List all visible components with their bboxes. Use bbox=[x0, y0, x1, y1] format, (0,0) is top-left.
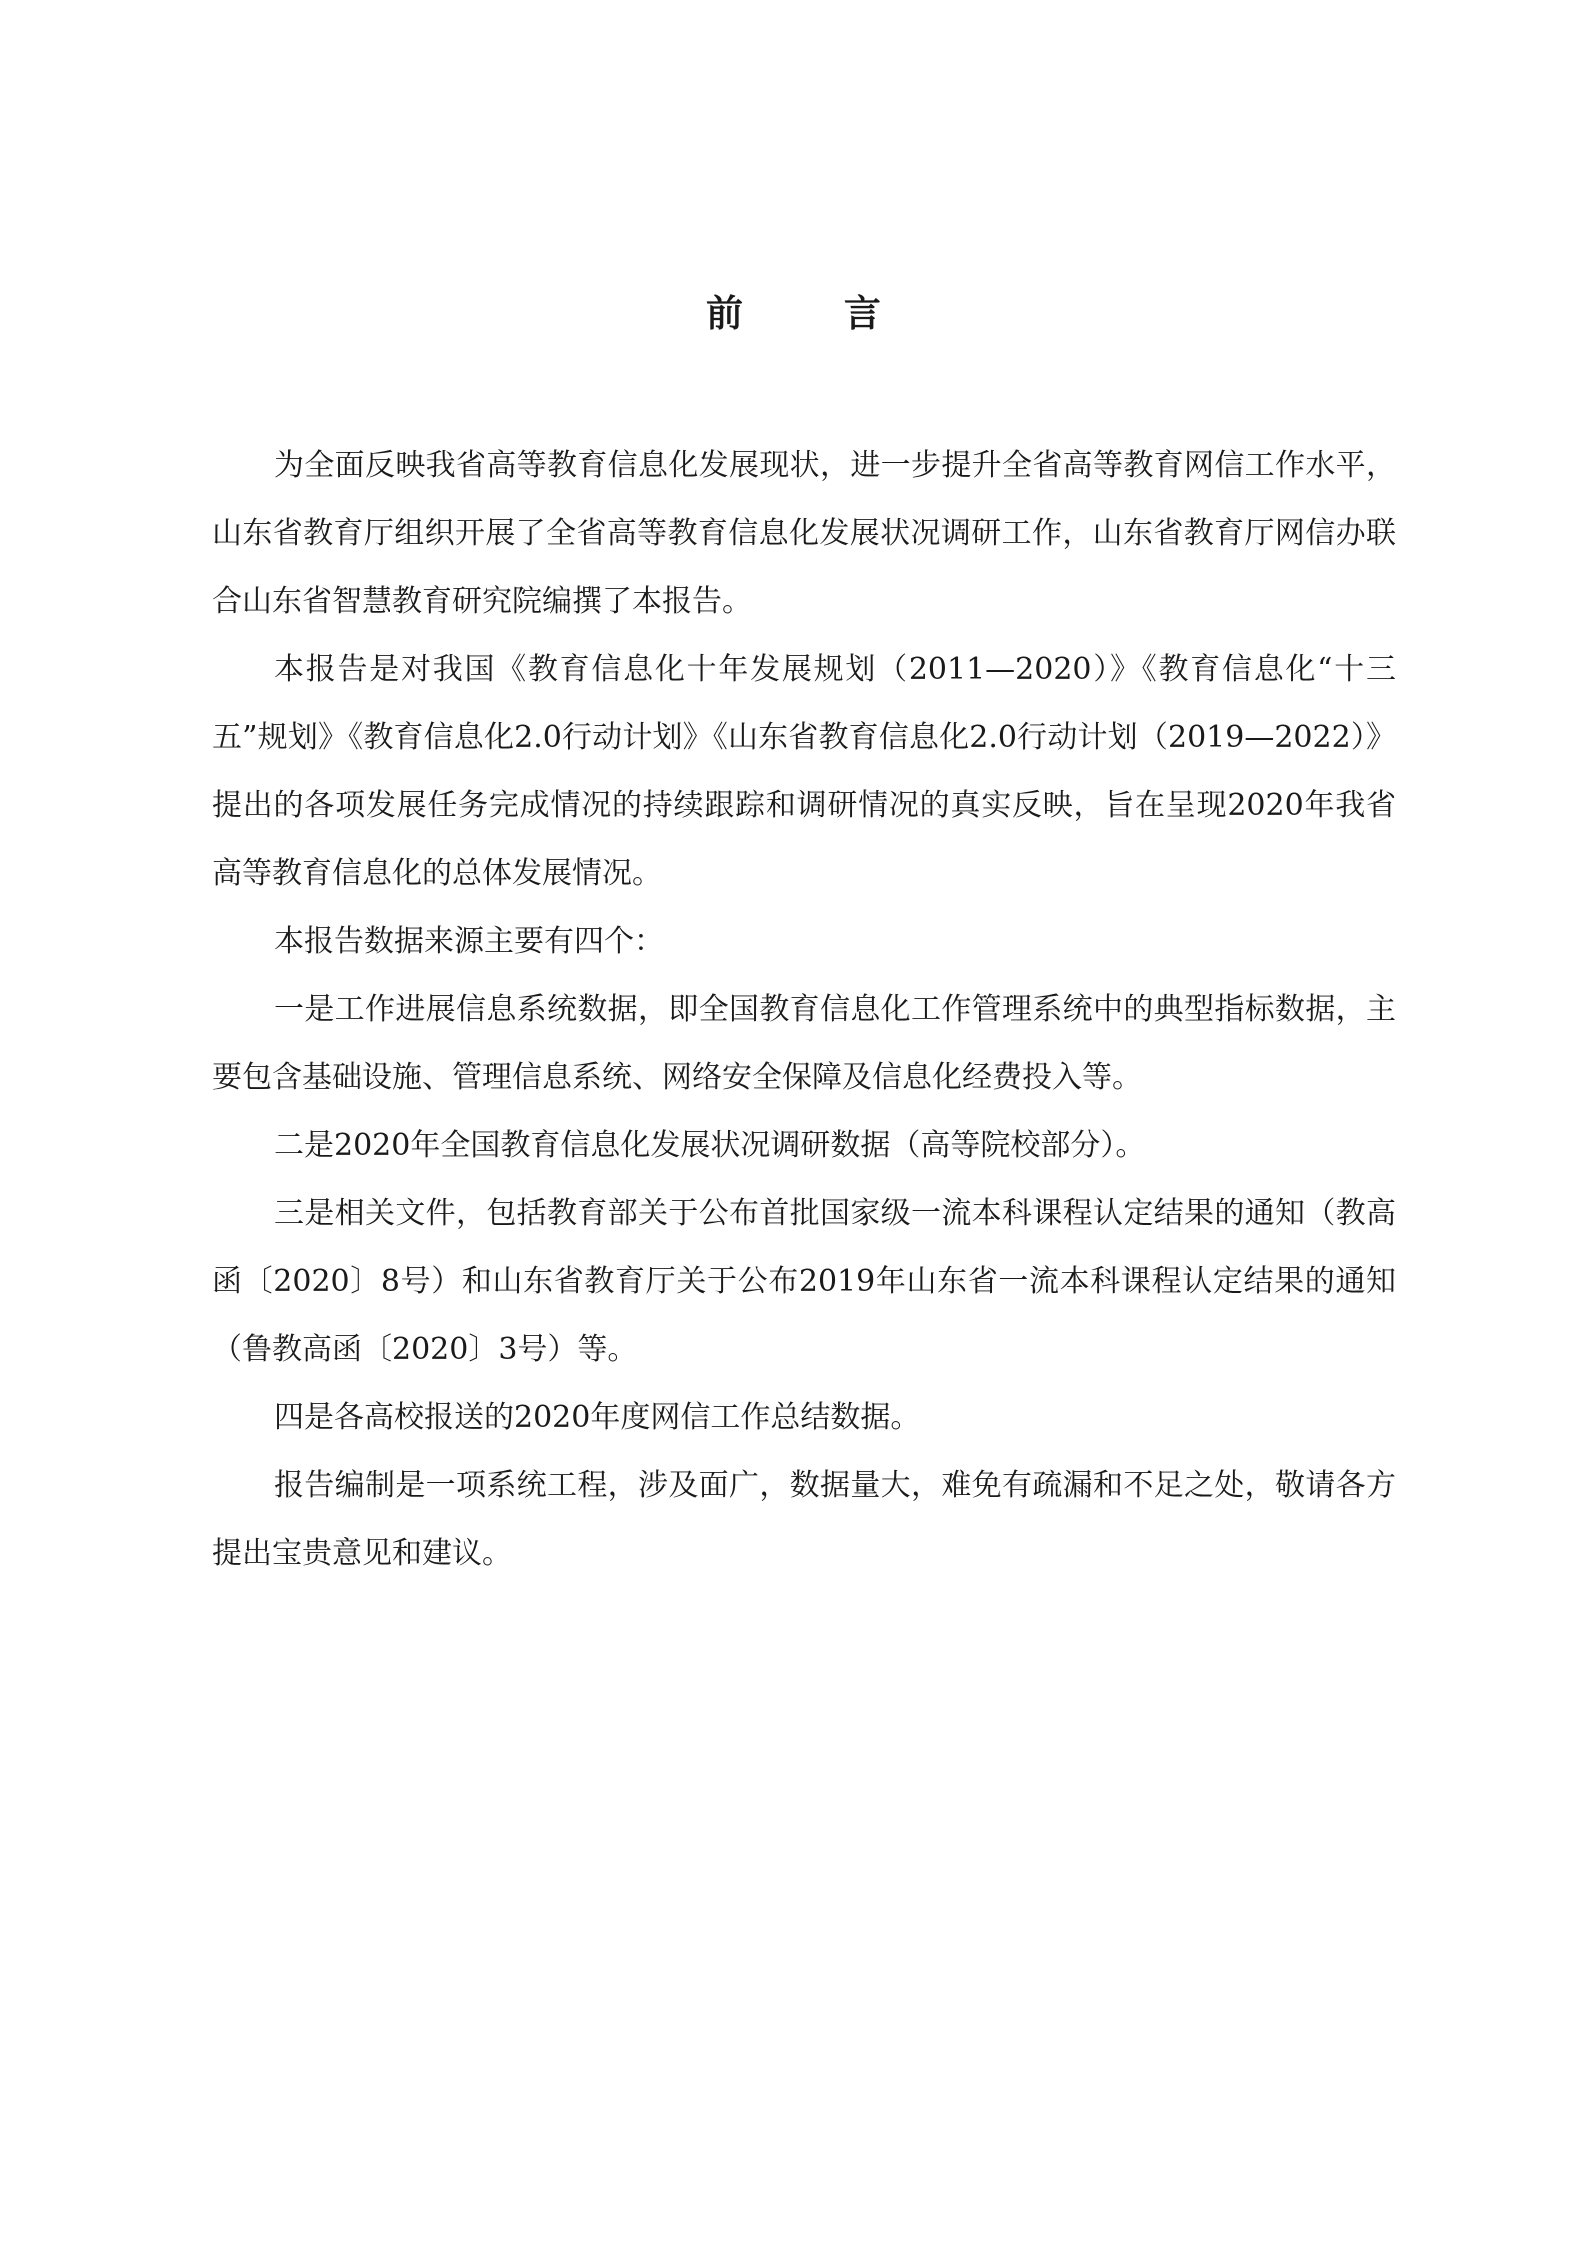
paragraph-source-one: 一是工作进展信息系统数据，即全国教育信息化工作管理系统中的典型指标数据，主要包含基础设施、管理信息系统、网络安全保障及信息化经费投入等。 bbox=[212, 992, 1396, 1095]
paragraph-source-three: 三是相关文件，包括教育部关于公布首批国家级一流本科课程认定结果的通知（教高函〔2020〕8号）和山东省教育厅关于公布2019年山东省一流本科课程认定结果的通知（鲁教高函〔2020〕3号）等。 bbox=[212, 1196, 1396, 1367]
paragraph-source-four: 四是各高校报送的2020年度网信工作总结数据。 bbox=[274, 1400, 921, 1435]
paragraph-intro: 为全面反映我省高等教育信息化发展现状，进一步提升全省高等教育网信工作水平，山东省教育厅组织开展了全省高等教育信息化发展状况调研工作，山东省教育厅网信办联合山东省智慧教育研究院编撰了本报告。 bbox=[212, 448, 1396, 619]
page-title: 前 言 bbox=[706, 291, 925, 335]
paragraph-closing: 报告编制是一项系统工程，涉及面广，数据量大，难免有疏漏和不足之处，敬请各方提出宝贵意见和建议。 bbox=[212, 1468, 1396, 1571]
preface-body bbox=[212, 432, 1396, 1588]
paragraph-report-scope: 本报告是对我国《教育信息化十年发展规划（2011—2020）》《教育信息化“十三五”规划》《教育信息化2.0行动计划》《山东省教育信息化2.0行动计划（2019—2022）》提出的各项发展任务完成情况的持续跟踪和调研情况的真实反映，旨在呈现2020年我省高等教育信息化的总体发展情况。 bbox=[212, 652, 1396, 891]
paragraph-data-sources: 本报告数据来源主要有四个： bbox=[274, 924, 664, 959]
paragraph-source-two: 二是2020年全国教育信息化发展状况调研数据（高等院校部分）。 bbox=[274, 1128, 1146, 1163]
